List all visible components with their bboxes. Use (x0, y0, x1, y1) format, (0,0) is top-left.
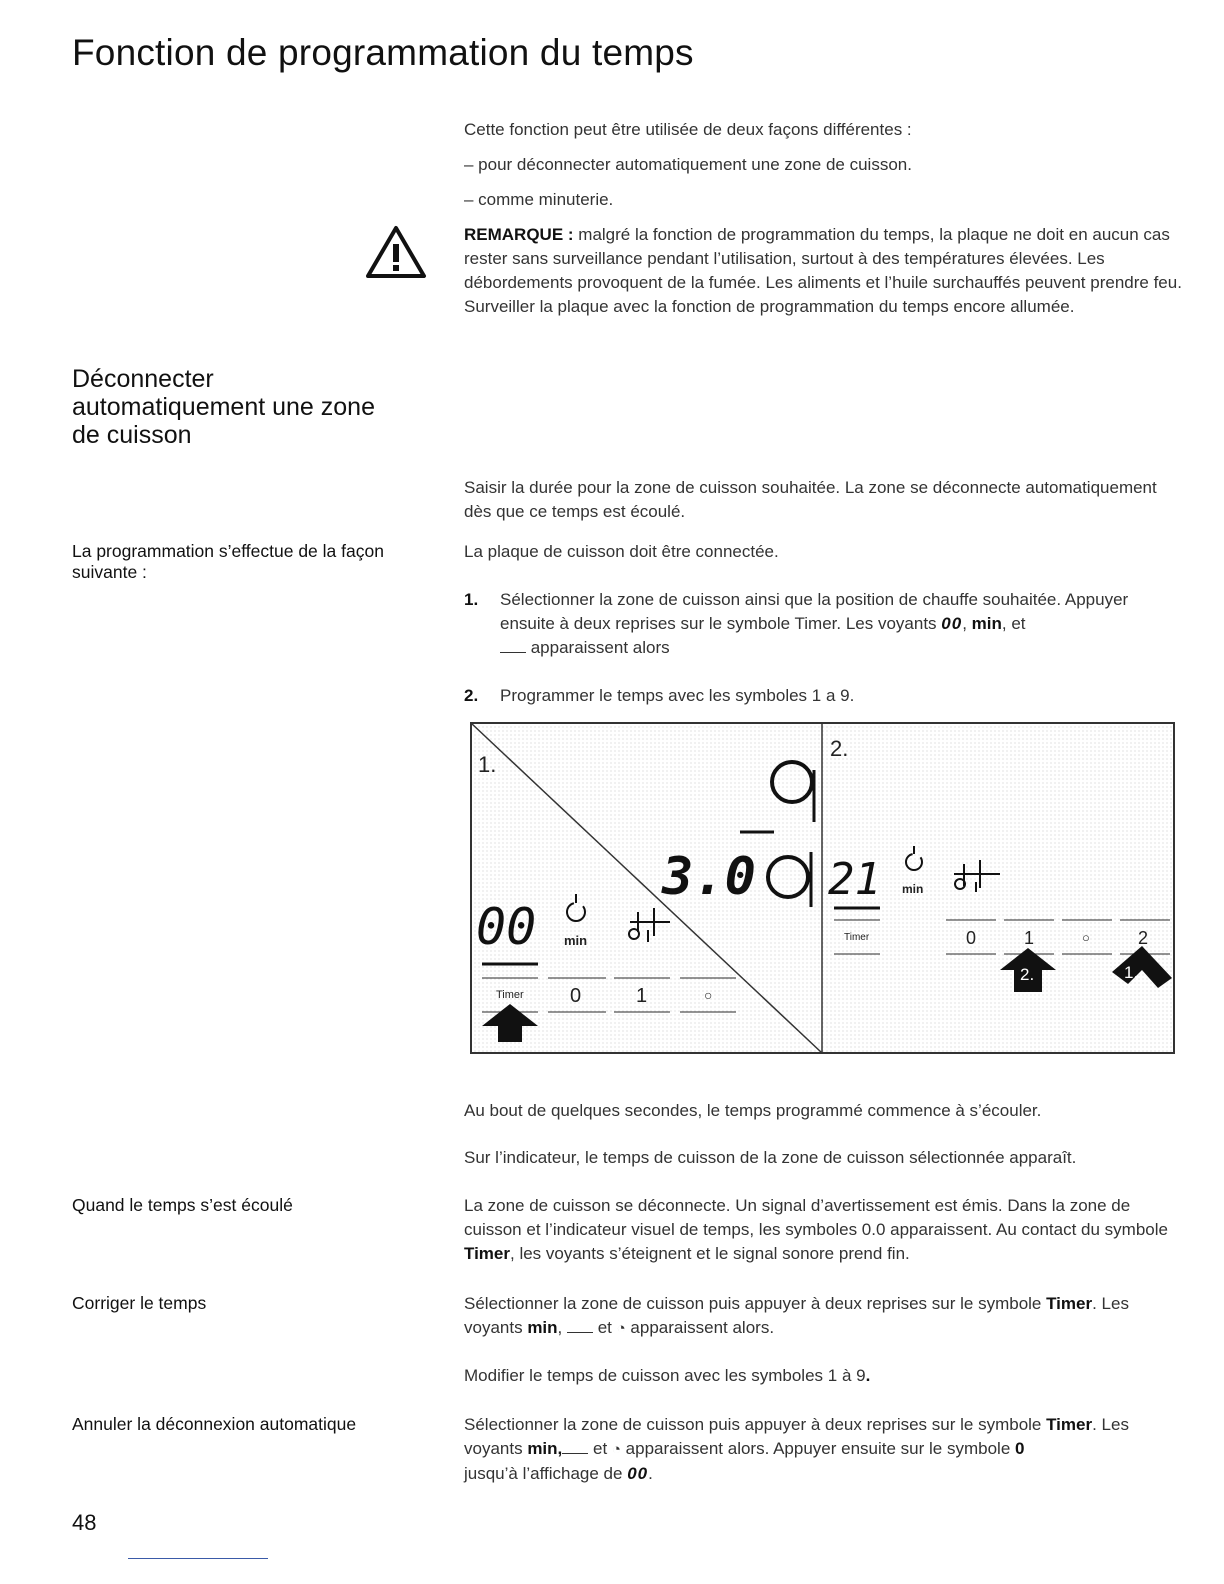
note-label: REMARQUE : (464, 225, 574, 244)
underline-symbol (562, 1441, 588, 1454)
key-circle: ○ (704, 987, 713, 1003)
note-text: malgré la fonction de programmation du temps, la plaque ne doit en aucun cas rester sans surveillance pendant l’utilisation, surtout à des températures élevées. Les débordements provoquent de la fumée. Les aliments et l’huile surchauffés peuvent prendre feu. Surveiller la plaque avec la fonction de programmation du temps encore allumée. (464, 225, 1182, 316)
p2-key-1: 1 (1024, 928, 1035, 948)
key-0: 0 (570, 985, 582, 1007)
key-1: 1 (636, 985, 648, 1007)
zone-display: 3.0 (662, 847, 756, 907)
correct-min: min (527, 1318, 558, 1337)
p2-min-indicator: min (902, 882, 924, 896)
correct-paragraph: Sélectionner la zone de cuisson puis appuyer à deux reprises sur le symbole Timer. Les voyants min, et ◔ apparaissent alors. (464, 1294, 1129, 1337)
correct-timer: Timer (1046, 1294, 1093, 1313)
step-1-text-c: apparaissent alors (526, 638, 670, 657)
after-paragraph-1: Au bout de quelques secondes, le temps programmé commence à s’écouler. (464, 1101, 1042, 1120)
arrow-step-2-label: 2. (1020, 965, 1035, 984)
cancel-segment-display: 00 (627, 1464, 649, 1483)
step-2-text: Programmer le temps avec les symboles 1 a 9. (500, 686, 855, 705)
page-number: 48 (72, 1510, 97, 1535)
note-paragraph (464, 223, 1184, 319)
timer-clock-icon: ◔ (611, 1441, 621, 1458)
cancel-paragraph: Sélectionner la zone de cuisson puis appuyer à deux reprises sur le symbole Timer. Les voyants min, et ◔ apparaissent alors. Appuyer ensuite sur le symbole 0 jusqu’à l’affichage de 00. (464, 1415, 1129, 1483)
section-heading: Déconnecter automatiquement une zone de cuisson (72, 365, 375, 449)
p2-key-0: 0 (966, 928, 977, 948)
intro-line: Cette fonction peut être utilisée de deux façons différentes : (464, 120, 912, 139)
timer-key: Timer (496, 989, 524, 1001)
arrow-step-1-label: 1. (1124, 963, 1139, 982)
timer-clock-icon: ◔ (616, 1320, 626, 1337)
cancel-zero: 0 (1015, 1439, 1025, 1458)
underline-symbol (567, 1320, 593, 1333)
correct-label: Corriger le temps (72, 1293, 207, 1313)
programming-requirement: La plaque de cuisson doit être connectée. (464, 542, 779, 561)
underline-symbol (500, 640, 526, 653)
cancel-label: Annuler la déconnexion automatique (72, 1414, 357, 1434)
step-1: 1. Sélectionner la zone de cuisson ainsi que la position de chauffe souhaitée. Appuyer ensuite à deux reprises sur le symbole Timer. Les voyants 00, min, et apparaissent alors (464, 590, 1129, 657)
control-panel-figure (470, 722, 1175, 1054)
step-1-segment-display: 00 (941, 614, 963, 633)
step-2 (464, 684, 1180, 708)
time-display: 00 (476, 898, 537, 956)
section-intro: Saisir la durée pour la zone de cuisson souhaitée. La zone se déconnecte automatiquement dès que ce temps est écoulé. (464, 478, 1157, 521)
programming-label: La programmation s’effectue de la façon suivante : (72, 541, 384, 582)
min-indicator: min (564, 933, 588, 948)
warning-triangle-icon (364, 224, 428, 280)
panel-1-label: 1. (478, 752, 497, 777)
step-1-text-a: Sélectionner la zone de cuisson ainsi que la position de chauffe souhaitée. Appuyer ensuite à deux reprises sur le symbole Timer. Les voyants (500, 590, 1129, 633)
step-1-number: 1. (464, 590, 479, 609)
correct-modify: Modifier le temps de cuisson avec les symboles 1 à 9. (464, 1366, 871, 1385)
after-paragraph-2: Sur l’indicateur, le temps de cuisson de la zone de cuisson sélectionnée apparaît. (464, 1148, 1077, 1167)
panel-2-label: 2. (830, 736, 849, 761)
p2-key-2: 2 (1138, 928, 1149, 948)
page-title: Fonction de programmation du temps (72, 32, 694, 73)
p2-time-display: 21 (828, 854, 881, 905)
p2-key-circle: ○ (1082, 930, 1090, 945)
cancel-min: min, (527, 1439, 563, 1458)
intro-item-2: – comme minuterie. (464, 190, 614, 209)
elapsed-label: Quand le temps s’est écoulé (72, 1195, 293, 1215)
footer-rule (128, 1558, 268, 1559)
elapsed-paragraph: La zone de cuisson se déconnecte. Un signal d’avertissement est émis. Dans la zone de cuisson et l’indicateur visuel de temps, les symboles 0.0 apparaissent. Au contact du symbole Timer, les voyants s’éteignent et le signal sonore prend fin. (464, 1196, 1168, 1263)
p2-timer-key: Timer (844, 932, 870, 943)
elapsed-timer: Timer (464, 1244, 510, 1263)
step-2-number: 2. (464, 686, 479, 705)
cancel-timer: Timer (1046, 1415, 1093, 1434)
intro-item-1: – pour déconnecter automatiquement une zone de cuisson. (464, 155, 912, 174)
step-1-min: min (971, 614, 1002, 633)
